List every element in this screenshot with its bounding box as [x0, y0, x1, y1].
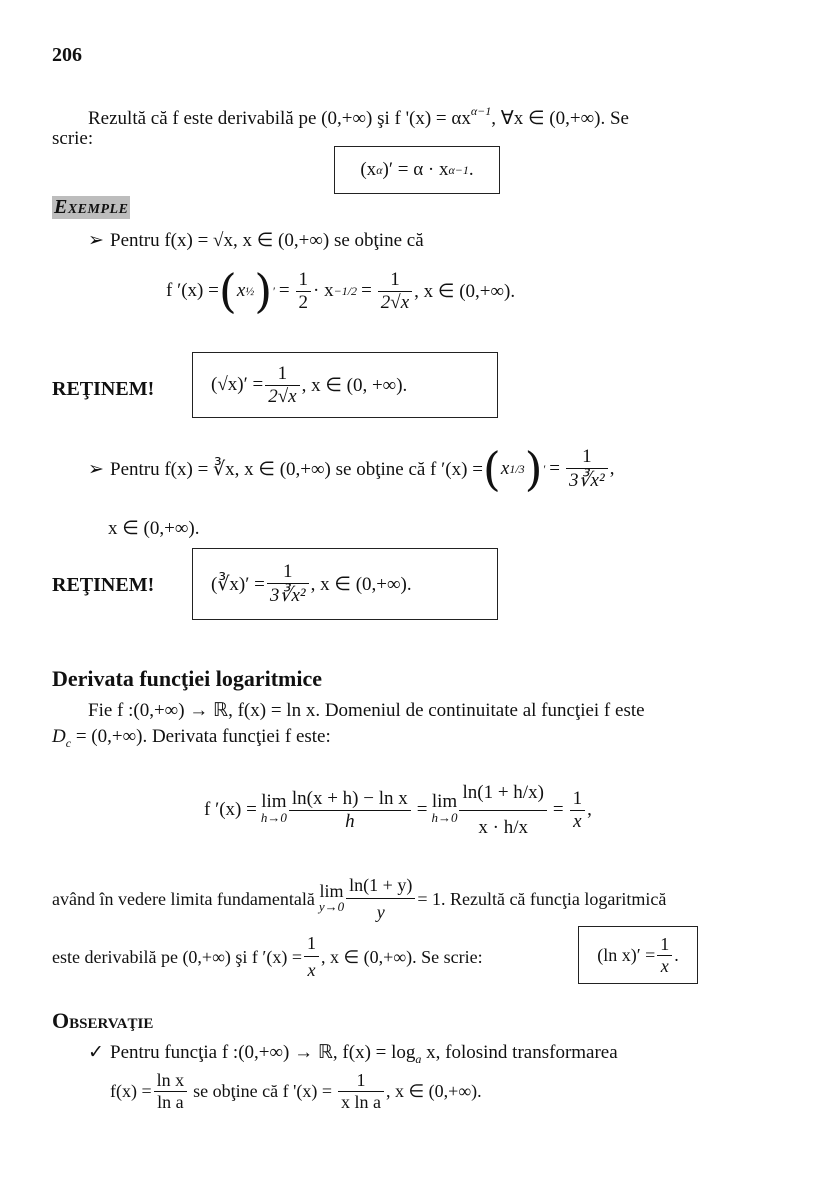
- equals-sign-2: =: [361, 280, 372, 301]
- fund-den: y: [346, 898, 415, 925]
- comma: ,: [609, 458, 615, 479]
- frac1-num: ln(x + h) − ln x: [291, 787, 408, 809]
- lim-word-3: lim: [319, 880, 344, 901]
- result-den: 2√x: [378, 291, 412, 314]
- log-line-2-end: = (0,+∞). Derivata funcţiei f este:: [71, 726, 331, 747]
- log-line-2: [52, 724, 331, 756]
- half-num: 1: [298, 268, 309, 290]
- log-d-sub: c: [65, 736, 72, 750]
- prime-mark: ′: [272, 283, 275, 298]
- exemple-heading: Exemple: [54, 196, 129, 218]
- right-paren-icon-2: ): [524, 442, 543, 496]
- result-num-log: 1: [572, 787, 583, 809]
- example-1-formula: [166, 264, 516, 318]
- observatie-heading: Observaţie: [52, 1008, 154, 1033]
- intro-text-1-end: , ∀x ∈ (0,+∞). Se: [491, 108, 629, 129]
- concl-fraction: [304, 930, 319, 983]
- retinem1-den: 2√x: [265, 385, 299, 408]
- obs-left: f(x) =: [110, 1081, 152, 1101]
- example-2-text: [88, 442, 615, 496]
- obs-sub: a: [415, 1052, 422, 1066]
- observatie-line-2: [110, 1070, 482, 1113]
- retinem1-fraction: [265, 363, 299, 408]
- lim-3: [318, 880, 345, 915]
- half-exponent: ½: [245, 283, 255, 298]
- box-num: 1: [660, 933, 670, 954]
- equals-sign: =: [278, 280, 290, 301]
- x-base-2: x: [500, 458, 510, 479]
- formula-box-exp2: α−1: [448, 162, 469, 177]
- formula-box-exp1: α: [376, 162, 383, 177]
- result-fraction: [378, 269, 412, 314]
- retinem1-num: 1: [277, 362, 288, 384]
- left-paren-icon: (: [218, 264, 237, 318]
- log-derivative-formula: [204, 760, 592, 860]
- obs-fraction-2: [338, 1070, 384, 1113]
- obs-num-2: 1: [356, 1070, 366, 1090]
- example-2-den: 3∛x²: [566, 468, 608, 492]
- obs-mid: se obţine că f '(x) =: [193, 1081, 332, 1101]
- result-num: 1: [390, 268, 400, 290]
- page-number: 206: [52, 44, 82, 66]
- obs-num-1: ln x: [156, 1070, 185, 1090]
- box-fraction: [657, 934, 672, 977]
- equals-sign-4: =: [416, 799, 428, 820]
- result-den-log: x: [570, 810, 586, 833]
- concl-text: este derivabilă pe (0,+∞) şi f ′(x) =: [52, 946, 302, 967]
- lim-1: [260, 791, 287, 826]
- left-paren-icon-2: (: [482, 442, 501, 496]
- frac-result: [570, 788, 586, 833]
- frac2-num: ln(1 + h/x): [462, 781, 544, 803]
- lim-word-1: lim: [261, 791, 287, 812]
- obs-text-1-end: x, folosind transformarea: [421, 1042, 618, 1063]
- frac2-den: x · h/x: [459, 810, 546, 839]
- concl-num: 1: [307, 933, 316, 953]
- lim-word-2: lim: [431, 791, 458, 812]
- lim-2: [431, 791, 458, 826]
- example-2-label: Pentru f(x) = ∛x, x ∈ (0,+∞) se obţine că f ′(x) =: [110, 458, 483, 480]
- x-base: x: [236, 280, 246, 301]
- right-paren-icon: ): [254, 264, 273, 318]
- lim-under-1: h→0: [260, 810, 287, 825]
- section-title-logarithm: Derivata funcţiei logaritmice: [52, 666, 323, 691]
- retinem-box-2: [192, 548, 498, 620]
- formula-box-end: .: [468, 159, 474, 180]
- concl-den: x: [304, 956, 319, 983]
- retinem1-formula: (√x)′ =: [211, 374, 264, 395]
- deriv-left: f ′(x) =: [204, 799, 257, 820]
- obs-fraction-1: [154, 1070, 188, 1113]
- equals-sign-3: =: [549, 458, 560, 479]
- concl-end: , x ∈ (0,+∞). Se scrie:: [321, 946, 483, 967]
- example-1-text: [88, 228, 424, 254]
- example-1-mid: · x: [313, 280, 334, 301]
- fund-before: având în vedere limita fundamentală: [52, 888, 315, 909]
- log-line-1: Fie f :(0,+∞) → ℝ, f(x) = ln x. Domeniul de continuitate al funcţiei f este: [88, 700, 645, 721]
- frac1-den: h: [289, 810, 411, 833]
- example-1-left: f ′(x) =: [166, 280, 219, 301]
- obs-end: , x ∈ (0,+∞).: [386, 1081, 482, 1101]
- retinem1-end: , x ∈ (0, +∞).: [301, 374, 408, 396]
- ln-formula-box: (ln x)′ = $\frac{1}{x}$ .: [578, 926, 698, 984]
- retinem-box-1: [192, 352, 498, 418]
- fundamental-limit-line: [52, 872, 666, 925]
- obs-text-1: Pentru funcţia f :(0,+∞) → ℝ, f(x) = log: [110, 1042, 416, 1063]
- fund-fraction: [346, 872, 415, 925]
- observatie-line-1: [88, 1040, 618, 1072]
- lim-under-2: h→0: [431, 810, 458, 825]
- intro-line-2: scrie:: [52, 128, 94, 149]
- fund-num: ln(1 + y): [349, 875, 413, 895]
- obs-den-1: ln a: [154, 1091, 188, 1113]
- retinem-label-2: REŢINEM!: [52, 574, 155, 596]
- retinem2-end: , x ∈ (0,+∞).: [310, 573, 412, 595]
- retinem2-den: 3∛x²: [267, 583, 309, 607]
- retinem2-formula: (∛x)′ =: [211, 573, 265, 595]
- formula-box-part1: (x: [360, 159, 377, 180]
- box-den: x: [657, 955, 672, 977]
- intro-exponent: α−1: [470, 104, 492, 118]
- equals-sign-5: =: [552, 799, 564, 820]
- example-1-exp: −1/2: [333, 283, 358, 298]
- frac-2: [459, 782, 546, 839]
- retinem-label-1: REŢINEM!: [52, 378, 155, 400]
- example-1-end: , x ∈ (0,+∞).: [414, 280, 516, 302]
- example-2-num: 1: [582, 446, 592, 467]
- intro-text-1: Rezultă că f este derivabilă pe (0,+∞) şi f '(x) = αx: [88, 108, 471, 129]
- lim-under-3: y→0: [318, 898, 345, 914]
- example-2-line-2: x ∈ (0,+∞).: [108, 518, 200, 539]
- formula-box-power: [334, 146, 500, 194]
- intro-line-1: [88, 98, 629, 132]
- obs-den-2: x ln a: [338, 1091, 384, 1113]
- retinem2-fraction: [267, 561, 309, 607]
- retinem2-num: 1: [283, 561, 293, 582]
- half-den: 2: [296, 291, 312, 314]
- conclusion-line: [52, 930, 483, 983]
- arrow-bullet-icon: ➢: [88, 230, 104, 251]
- example-2-fraction: [566, 446, 608, 492]
- fund-after: = 1. Rezultă că funcţia logaritmică: [417, 888, 667, 909]
- half-fraction: [296, 269, 312, 314]
- example-1-label: Pentru f(x) = √x, x ∈ (0,+∞) se obţine că: [110, 230, 424, 251]
- checkmark-icon: ✓: [88, 1042, 104, 1063]
- formula-box-part2: )′ = α · x: [382, 159, 449, 180]
- prime-mark-2: ′: [542, 461, 546, 476]
- example-2-exp: 1/3: [509, 461, 525, 476]
- box-formula: (ln x)′ =: [597, 944, 656, 965]
- frac-1: [289, 788, 411, 833]
- arrow-bullet-icon-2: ➢: [88, 458, 104, 480]
- comma-2: ,: [587, 799, 592, 820]
- log-d: D: [52, 726, 66, 747]
